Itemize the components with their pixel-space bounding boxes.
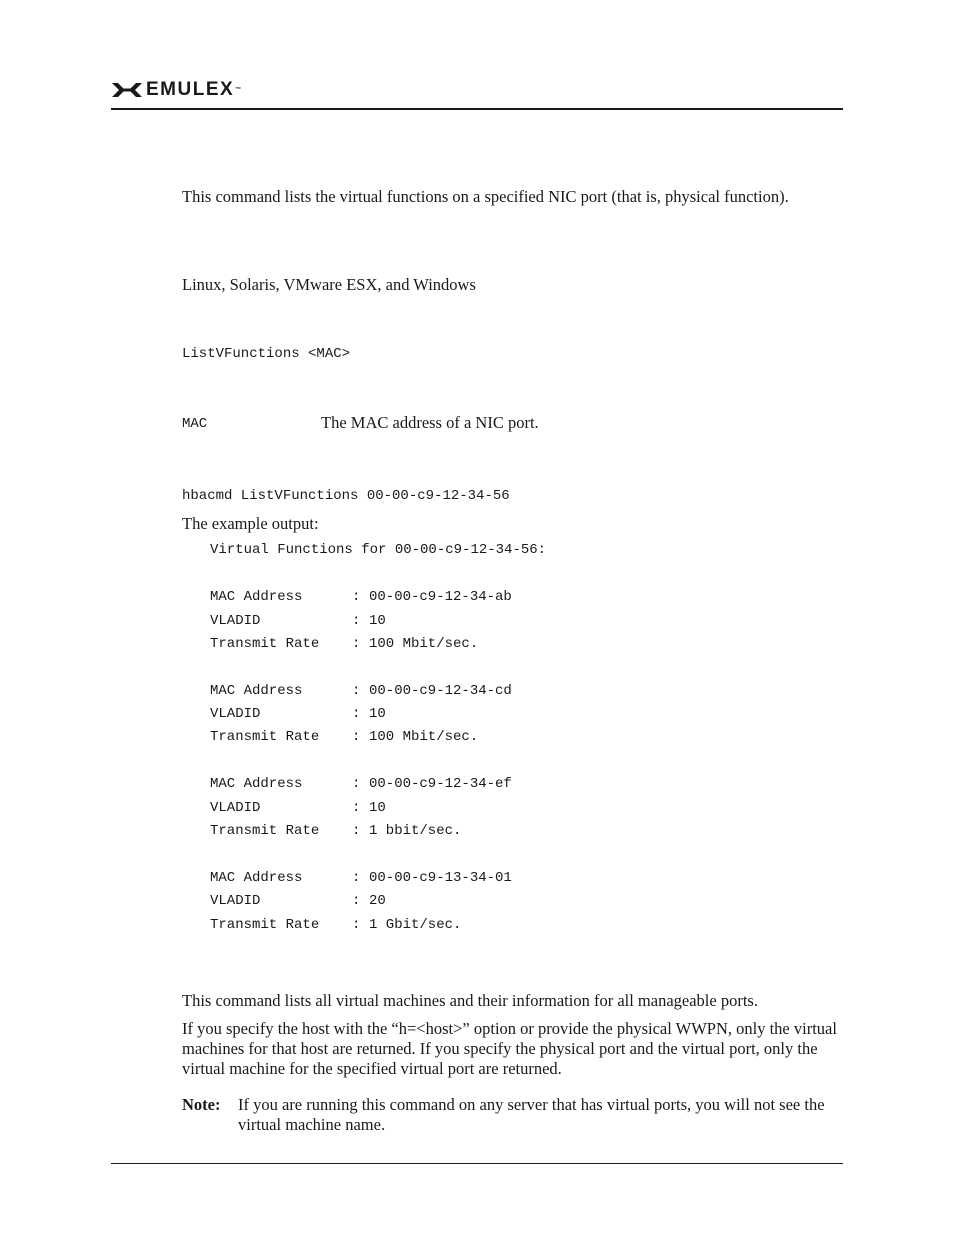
listvfunctions-description: This command lists the virtual functions on a specified NIC port (that is, physical function). <box>182 187 789 206</box>
mac-value: 00-00-c9-12-34-cd <box>369 683 512 699</box>
separator: : <box>352 589 361 605</box>
output-mac-row <box>210 774 512 794</box>
example-command: hbacmd ListVFunctions 00-00-c9-12-34-56 <box>182 488 510 504</box>
note-label: Note: <box>182 1095 221 1114</box>
output-vladid-row <box>210 798 386 818</box>
vladid-value: 20 <box>369 893 386 909</box>
output-vladid-row <box>210 704 386 724</box>
separator: : <box>352 683 361 699</box>
note-text: If you are running this command on any server that has virtual ports, you will not see the virtual machine name. <box>238 1095 825 1134</box>
emulex-logo-mark-icon <box>111 80 143 100</box>
mac-value: 00-00-c9-12-34-ef <box>369 776 512 792</box>
separator: : <box>352 776 361 792</box>
rate-value: 1 Gbit/sec. <box>369 917 462 933</box>
emulex-logo <box>111 80 243 100</box>
syntax-code: ListVFunctions <MAC> <box>182 346 351 362</box>
vladid-value: 10 <box>369 706 386 722</box>
trademark-symbol: ™ <box>235 87 243 93</box>
output-rate-row <box>210 727 478 747</box>
vladid-key: VLADID <box>210 800 261 816</box>
rate-value: 1 bbit/sec. <box>369 823 462 839</box>
rate-key: Transmit Rate <box>210 823 320 839</box>
example-output-label: The example output: <box>182 514 319 533</box>
rate-key: Transmit Rate <box>210 729 320 745</box>
parameter-name: MAC <box>182 416 208 432</box>
mac-value: 00-00-c9-13-34-01 <box>369 870 512 886</box>
output-heading: Virtual Functions for 00-00-c9-12-34-56: <box>210 542 547 558</box>
vladid-key: VLADID <box>210 893 261 909</box>
output-mac-row <box>210 587 512 607</box>
separator: : <box>352 800 361 816</box>
output-mac-row <box>210 681 512 701</box>
vladid-key: VLADID <box>210 613 261 629</box>
separator: : <box>352 613 361 629</box>
listvms-description: This command lists all virtual machines and their information for all manageable ports. <box>182 991 758 1010</box>
mac-value: 00-00-c9-12-34-ab <box>369 589 512 605</box>
separator: : <box>352 636 361 652</box>
output-rate-row <box>210 634 478 654</box>
mac-key: MAC Address <box>210 870 303 886</box>
listvms-details: If you specify the host with the “h=<host>” option or provide the physical WWPN, only the virtual machines for that host are returned. If you specify the physical port and the virtual port, only the virtual machine for the specified virtual port are returned. <box>182 1019 837 1078</box>
rate-value: 100 Mbit/sec. <box>369 729 479 745</box>
separator: : <box>352 729 361 745</box>
output-mac-row <box>210 868 512 888</box>
parameter-description: The MAC address of a NIC port. <box>321 413 539 432</box>
output-vladid-row <box>210 611 386 631</box>
separator: : <box>352 823 361 839</box>
separator: : <box>352 706 361 722</box>
separator: : <box>352 870 361 886</box>
output-rate-row <box>210 915 461 935</box>
vladid-value: 10 <box>369 613 386 629</box>
brand-name: EMULEX™ <box>146 79 243 100</box>
rate-key: Transmit Rate <box>210 636 320 652</box>
mac-key: MAC Address <box>210 683 303 699</box>
mac-key: MAC Address <box>210 776 303 792</box>
output-vladid-row <box>210 891 386 911</box>
rate-value: 100 Mbit/sec. <box>369 636 479 652</box>
mac-key: MAC Address <box>210 589 303 605</box>
vladid-value: 10 <box>369 800 386 816</box>
output-rate-row <box>210 821 461 841</box>
vladid-key: VLADID <box>210 706 261 722</box>
separator: : <box>352 917 361 933</box>
supported-by-text: Linux, Solaris, VMware ESX, and Windows <box>182 275 476 294</box>
header-rule <box>111 108 843 110</box>
footer-rule <box>111 1163 843 1164</box>
separator: : <box>352 893 361 909</box>
rate-key: Transmit Rate <box>210 917 320 933</box>
